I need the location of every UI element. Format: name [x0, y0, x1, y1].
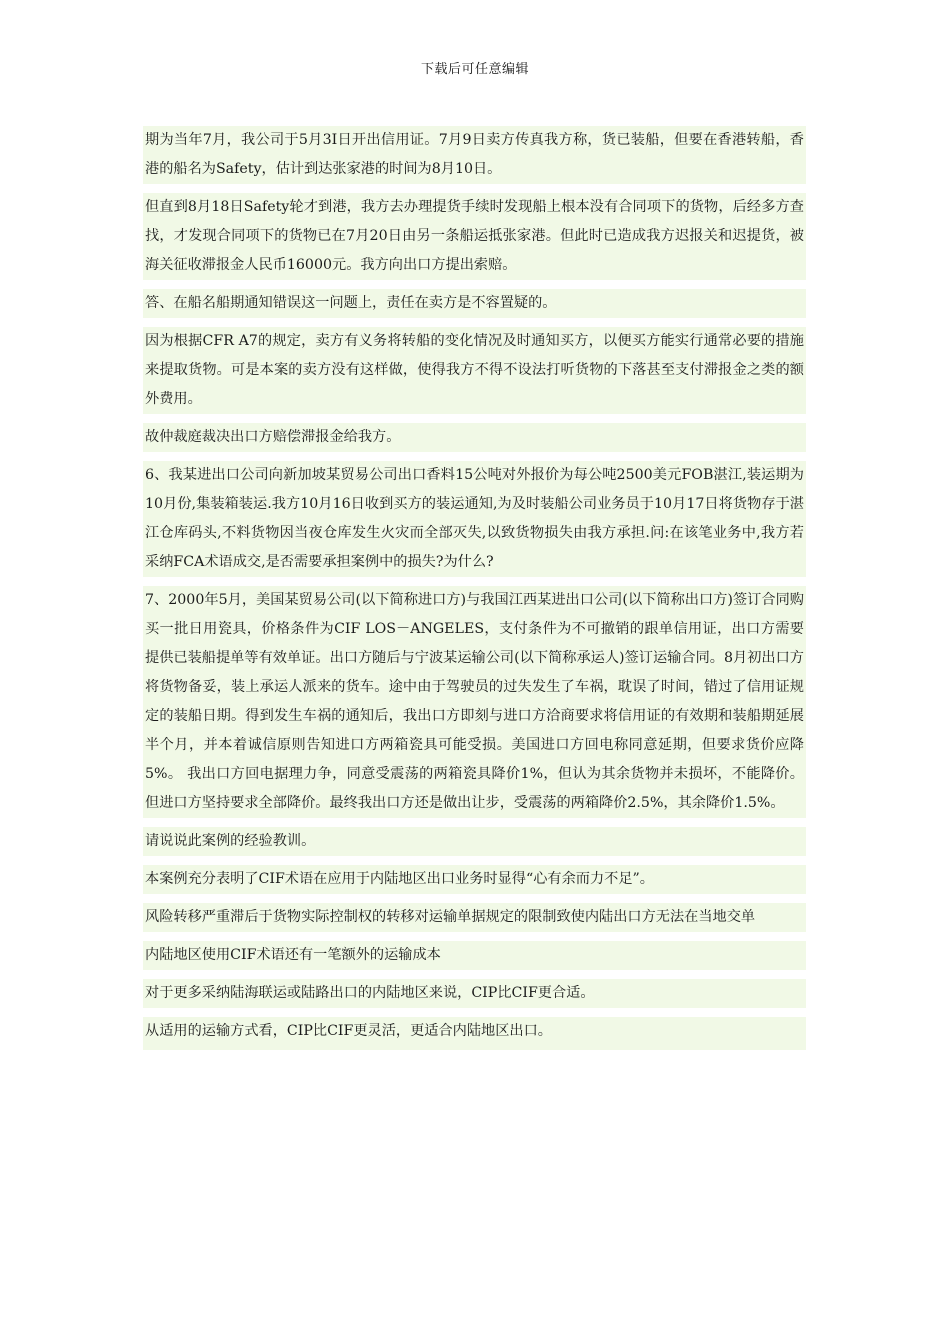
paragraph-gap	[143, 577, 806, 586]
page-header: 下载后可任意编辑	[420, 62, 529, 77]
paragraph-10: 风险转移严重滞后于货物实际控制权的转移对运输单据规定的限制致使内陆出口方无法在当地交单	[145, 909, 756, 925]
paragraph-gap	[143, 856, 806, 865]
paragraph-gap	[143, 280, 806, 289]
paragraph-gap	[143, 1008, 806, 1017]
paragraph-11: 内陆地区使用CIF术语还有一笔额外的运输成本	[145, 947, 441, 963]
paragraph-5: 故仲裁庭裁决出口方赔偿滞报金给我方。	[145, 429, 401, 445]
paragraph-gap	[143, 932, 806, 941]
paragraph-gap	[143, 414, 806, 423]
paragraph-3: 答、在船名船期通知错误这一问题上，责任在卖方是不容置疑的。	[145, 295, 557, 311]
paragraph-gap	[143, 184, 806, 193]
question-7: 7、2000年5月，美国某贸易公司(以下简称进口方)与我国江西某进出口公司(以下简称出口方)签订合同购买一批日用瓷具，价格条件为CIF LOS－ANGELES，支付条件为不可撤销的跟单信用证，出口方需要提供已装船提单等有效单证。出口方随后与宁波某运输公司(以下简称承运人)签订运输合同。8月初出口方将货物备妥，装上承运人派来的货车。途中由于驾驶员的过失发生了车祸，耽误了时间，错过了信用证规定的装船日期。得到发生车祸的通知后，我出口方即刻与进口方洽商要求将信用证的有效期和装船期延展半个月，并本着诚信原则告知进口方两箱瓷具可能受损。美国进口方回电称同意延期，但要求货价应降5%。 我出口方回电据理力争，同意受震荡的两箱瓷具降价1%，但认为其余货物并未损坏，不能降价。但进口方坚持要求全部降价。最终我出口方还是做出让步，受震荡的两箱降价2.5%，其余降价1.5%。	[145, 592, 804, 811]
paragraph-gap	[143, 452, 806, 461]
paragraph-1: 期为当年7月，我公司于5月3I日开出信用证。7月9日卖方传真我方称，货已装船，但要在香港转船，香港的船名为Safety，估计到达张家港的时间为8月10日。	[145, 132, 804, 177]
paragraph-gap	[143, 818, 806, 827]
paragraph-4: 因为根据CFR A7的规定，卖方有义务将转船的变化情况及时通知买方，以便买方能实行通常必要的措施来提取货物。可是本案的卖方没有这样做，使得我方不得不设法打听货物的下落甚至支付滞报金之类的额外费用。	[145, 333, 804, 407]
paragraph-gap	[143, 318, 806, 327]
paragraph-12: 对于更多采纳陆海联运或陆路出口的内陆地区来说，CIP比CIF更合适。	[145, 985, 595, 1001]
paragraph-8: 请说说此案例的经验教训。	[145, 833, 316, 849]
paragraph-gap	[143, 894, 806, 903]
paragraph-gap	[143, 970, 806, 979]
question-6: 6、我某进出口公司向新加坡某贸易公司出口香料15公吨对外报价为每公吨2500美元FOB湛江,装运期为10月份,集装箱装运.我方10月16日收到买方的装运通知,为及时装船公司业务员于10月17日将货物存于湛江仓库码头,不料货物因当夜仓库发生火灾而全部灭失,以致货物损失由我方承担.问:在该笔业务中,我方若采纳FCA术语成交,是否需要承担案例中的损失?为什么?	[145, 467, 804, 570]
paragraph-2: 但直到8月18日Safety轮才到港，我方去办理提货手续时发现船上根本没有合同项下的货物，后经多方查找，才发现合同项下的货物已在7月20日由另一条船运抵张家港。但此时已造成我方迟报关和迟提货，被海关征收滞报金人民币16000元。我方向出口方提出索赔。	[145, 199, 804, 273]
paragraph-9: 本案例充分表明了CIF术语在应用于内陆地区出口业务时显得“心有余而力不足”。	[145, 871, 654, 887]
document-body	[143, 126, 806, 1050]
paragraph-13: 从适用的运输方式看，CIP比CIF更灵活，更适合内陆地区出口。	[145, 1023, 552, 1039]
